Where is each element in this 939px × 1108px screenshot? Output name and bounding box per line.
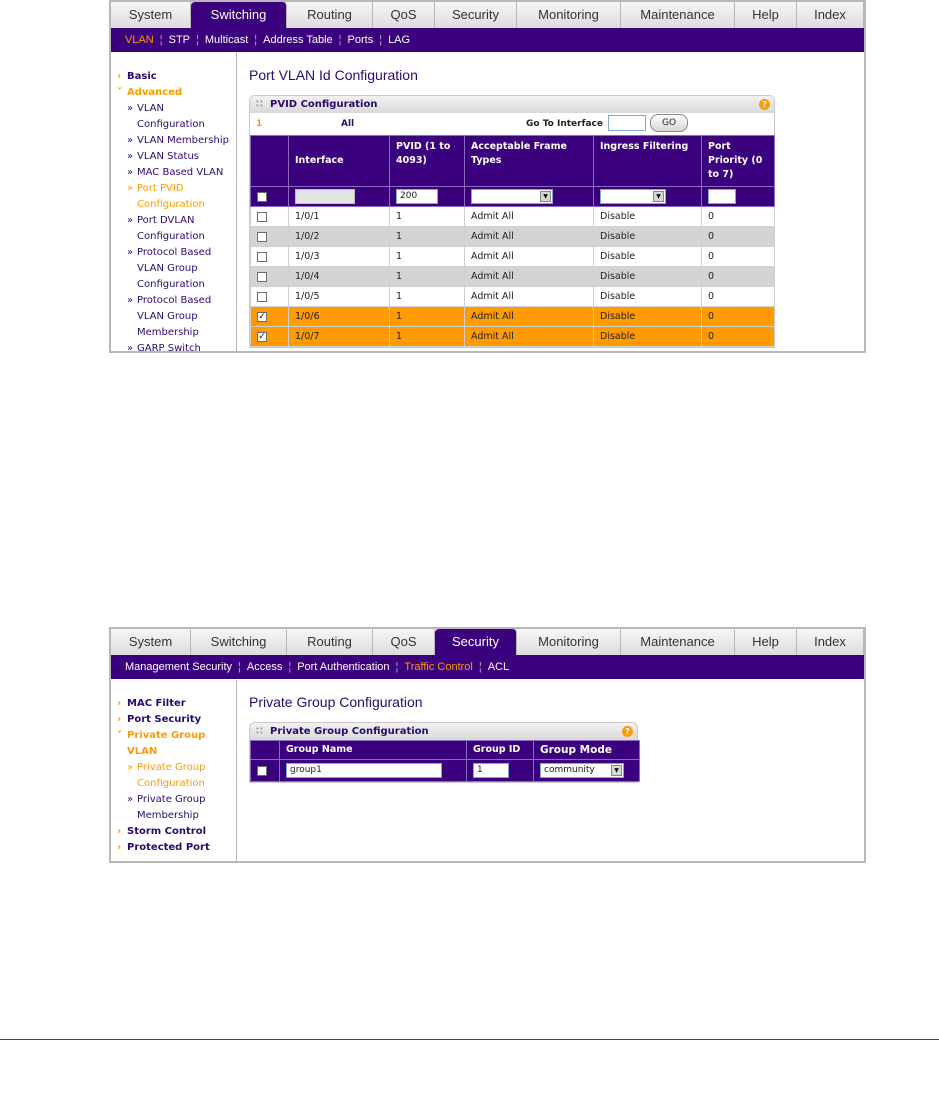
tab-monitoring[interactable]: Monitoring	[517, 629, 621, 655]
tab-switching[interactable]: Switching	[191, 2, 287, 28]
table-row-selected[interactable]	[251, 327, 775, 347]
column-header: Interface	[289, 136, 390, 187]
column-header: PVID (1 to 4093)	[390, 136, 465, 187]
body-area	[111, 53, 864, 351]
port-priority-input[interactable]	[708, 189, 736, 204]
tab-monitoring[interactable]: Monitoring	[517, 2, 621, 28]
sidebar-item-basic[interactable]	[111, 69, 236, 85]
select-column-header	[251, 741, 280, 760]
private-group-panel	[249, 722, 638, 783]
sidebar-label: Configuration	[137, 119, 205, 130]
cell	[251, 327, 289, 347]
cell	[251, 247, 289, 267]
cell: Disable	[594, 267, 702, 287]
column-header: Group Mode	[534, 741, 640, 760]
subnav-traffic-control[interactable]: Traffic Control	[404, 661, 473, 673]
pager	[250, 113, 774, 135]
table-row[interactable]	[251, 207, 775, 227]
tab-help[interactable]: Help	[735, 2, 797, 28]
row-checkbox[interactable]	[257, 272, 267, 282]
input-cell	[251, 760, 280, 782]
sidebar	[111, 53, 237, 351]
subnav-access[interactable]: Access	[246, 661, 283, 673]
sidebar-label: VLAN Group	[137, 311, 198, 322]
cell: Admit All	[465, 227, 594, 247]
tab-help[interactable]: Help	[735, 629, 797, 655]
double-chevron-icon: »	[127, 183, 134, 194]
chevron-right-icon: ›	[117, 714, 122, 725]
double-chevron-icon: »	[127, 215, 134, 226]
sidebar-label: Protocol Based	[137, 295, 212, 306]
row-checkbox[interactable]: ✓	[258, 311, 266, 322]
subnav-management-security[interactable]: Management Security	[125, 661, 232, 673]
select-all-checkbox[interactable]	[257, 766, 267, 776]
ingress-filtering-select[interactable]	[600, 189, 666, 204]
cell: 1/0/7	[289, 327, 390, 347]
tab-system[interactable]: System	[111, 629, 191, 655]
subnav-multicast[interactable]: Multicast	[204, 34, 249, 46]
table-row[interactable]	[251, 227, 775, 247]
sidebar-label: Port Security	[127, 714, 202, 725]
input-cell	[702, 187, 775, 207]
group-id-input[interactable]: 1	[473, 763, 509, 778]
subnav-separator: ¦	[395, 661, 399, 673]
group-mode-select[interactable]	[540, 763, 624, 778]
cell: 1	[390, 307, 465, 327]
tab-security[interactable]: Security	[435, 629, 517, 655]
sidebar-label: MAC Filter	[127, 698, 186, 709]
chevron-down-icon: ˅	[117, 730, 122, 741]
subnav-separator: ¦	[238, 661, 241, 673]
double-chevron-icon: »	[127, 135, 134, 146]
sidebar-label: Configuration	[137, 778, 205, 789]
chevron-right-icon: ›	[117, 698, 122, 709]
input-cell	[465, 187, 594, 207]
tab-qos[interactable]: QoS	[373, 2, 435, 28]
sidebar-item-vlan-membership[interactable]	[111, 133, 236, 149]
table-row-selected[interactable]	[251, 307, 775, 327]
sidebar-item-port-security[interactable]	[111, 712, 236, 728]
cell	[251, 307, 289, 327]
subnav-separator: ¦	[288, 661, 292, 673]
body-area	[111, 680, 864, 861]
cell: 0	[702, 327, 775, 347]
subnav-ports[interactable]: Ports	[347, 34, 374, 46]
sidebar-item-garp-switch[interactable]	[111, 341, 236, 353]
sidebar-label: Advanced	[127, 87, 183, 98]
sidebar-label: Basic	[127, 71, 157, 82]
cell: 1	[390, 287, 465, 307]
chevron-right-icon: ›	[117, 71, 122, 82]
sidebar-label: VLAN Membership	[137, 135, 229, 146]
cell: Admit All	[465, 247, 594, 267]
subnav-separator: ¦	[159, 34, 163, 46]
cell: 1	[390, 207, 465, 227]
tab-maintenance[interactable]: Maintenance	[621, 629, 735, 655]
cell: 1/0/5	[289, 287, 390, 307]
pvid-screenshot	[109, 0, 866, 353]
cell: Admit All	[465, 287, 594, 307]
cell: Disable	[594, 207, 702, 227]
input-row	[251, 760, 640, 782]
cell	[251, 267, 289, 287]
main-tab-bar	[111, 629, 864, 655]
input-cell	[289, 187, 390, 207]
select-column-header	[251, 136, 289, 187]
private-group-table	[250, 740, 640, 782]
cell	[251, 287, 289, 307]
frame-types-select[interactable]	[471, 189, 553, 204]
sub-nav	[111, 28, 864, 52]
column-header: Acceptable Frame Types	[465, 136, 594, 187]
interface-input	[295, 189, 355, 204]
subnav-address-table[interactable]: Address Table	[263, 34, 333, 46]
sidebar-label: Port PVID	[137, 183, 184, 194]
cell: Disable	[594, 247, 702, 267]
subnav-stp[interactable]: STP	[168, 34, 191, 46]
select-all-checkbox[interactable]	[257, 192, 267, 202]
pvid-table	[250, 135, 775, 347]
sidebar-item-port-dvlan-configuration[interactable]	[111, 213, 236, 245]
input-cell	[467, 760, 534, 782]
row-checkbox[interactable]	[257, 232, 267, 242]
sidebar-item-vlan-configuration[interactable]	[111, 101, 236, 133]
pvid-panel	[249, 95, 775, 348]
subnav-acl[interactable]: ACL	[487, 661, 510, 673]
subnav-port-authentication[interactable]: Port Authentication	[297, 661, 390, 673]
main-tab-bar	[111, 2, 864, 28]
sidebar-label: Configuration	[137, 279, 205, 290]
tab-maintenance[interactable]: Maintenance	[621, 2, 735, 28]
sidebar-item-protocol-vlan-group-membership[interactable]	[111, 293, 236, 341]
subnav-separator: ¦	[379, 34, 383, 46]
panel-title: Private Group Configuration	[270, 726, 429, 737]
dropdown-arrow-icon: ▼	[611, 765, 622, 776]
table-row[interactable]	[251, 287, 775, 307]
sidebar-item-private-group-vlan-line2[interactable]	[111, 744, 236, 760]
cell: 1/0/2	[289, 227, 390, 247]
group-name-input[interactable]: group1	[286, 763, 442, 778]
main-content	[238, 680, 864, 861]
column-header: Ingress Filtering	[594, 136, 702, 187]
panel-header	[250, 96, 774, 113]
sidebar-item-storm-control[interactable]	[111, 824, 236, 840]
chevron-right-icon: ›	[117, 826, 122, 837]
sidebar-item-mac-filter[interactable]	[111, 696, 236, 712]
cell: 1	[390, 227, 465, 247]
grip-icon: ∷	[256, 726, 263, 737]
tab-routing[interactable]: Routing	[287, 2, 373, 28]
sidebar-item-port-pvid-configuration[interactable]	[111, 181, 236, 213]
go-button[interactable]: GO	[650, 114, 688, 132]
double-chevron-icon: »	[127, 151, 134, 162]
help-icon[interactable]: ?	[622, 726, 633, 737]
column-header: Port Priority (0 to 7)	[702, 136, 775, 187]
sidebar-item-protocol-vlan-group-configuration[interactable]	[111, 245, 236, 293]
cell	[251, 207, 289, 227]
main-content	[238, 53, 864, 351]
input-row	[251, 187, 775, 207]
input-cell	[594, 187, 702, 207]
sidebar-label: Membership	[137, 327, 199, 338]
group-mode-value: community	[544, 765, 595, 775]
cell: Admit All	[465, 207, 594, 227]
subnav-lag[interactable]: LAG	[388, 34, 411, 46]
table-row[interactable]	[251, 267, 775, 287]
sidebar-item-private-group-membership[interactable]	[111, 792, 236, 824]
sidebar-label: Configuration	[137, 231, 205, 242]
tab-index[interactable]: Index	[797, 629, 864, 655]
subnav-vlan[interactable]: VLAN	[125, 34, 154, 46]
chevron-right-icon: ›	[117, 842, 122, 853]
tab-routing[interactable]: Routing	[287, 629, 373, 655]
goto-interface-input[interactable]	[608, 115, 646, 131]
sidebar-item-vlan-status[interactable]	[111, 149, 236, 165]
sidebar	[111, 680, 237, 861]
cell: 0	[702, 287, 775, 307]
cell: Disable	[594, 327, 702, 347]
row-checkbox[interactable]: ✓	[258, 331, 266, 342]
panel-title: PVID Configuration	[270, 99, 378, 110]
cell: Disable	[594, 287, 702, 307]
help-icon[interactable]: ?	[759, 99, 770, 110]
sidebar-label: Private Group	[127, 730, 206, 741]
double-chevron-icon: »	[127, 794, 134, 805]
page-title: Port VLAN Id Configuration	[249, 67, 418, 83]
row-checkbox[interactable]	[257, 292, 267, 302]
sidebar-label: Membership	[137, 810, 199, 821]
sidebar-item-advanced[interactable]	[111, 85, 236, 101]
cell: 1/0/4	[289, 267, 390, 287]
cell: 0	[702, 227, 775, 247]
double-chevron-icon: »	[127, 295, 134, 306]
sidebar-label: Configuration	[137, 199, 205, 210]
cell: 0	[702, 247, 775, 267]
cell: 0	[702, 207, 775, 227]
input-cell	[390, 187, 465, 207]
subnav-separator: ¦	[254, 34, 258, 46]
sidebar-label: VLAN Status	[137, 151, 200, 162]
input-cell	[251, 187, 289, 207]
cell: 1/0/1	[289, 207, 390, 227]
double-chevron-icon: »	[127, 167, 134, 178]
input-cell	[280, 760, 467, 782]
table-header-row	[251, 741, 640, 760]
dropdown-arrow-icon: ▼	[653, 191, 664, 202]
tab-system[interactable]: System	[111, 2, 191, 28]
cell: 1	[390, 327, 465, 347]
sidebar-label: Private Group	[137, 794, 206, 805]
tab-security[interactable]: Security	[435, 2, 517, 28]
sidebar-label: VLAN Group	[137, 263, 198, 274]
cell: Disable	[594, 307, 702, 327]
chevron-down-icon: ˅	[117, 87, 122, 98]
double-chevron-icon: »	[127, 343, 134, 353]
sidebar-label: VLAN	[127, 746, 158, 757]
page-title: Private Group Configuration	[249, 694, 423, 710]
cell: Admit All	[465, 267, 594, 287]
sidebar-label: VLAN	[137, 103, 164, 114]
sidebar-label: Protocol Based	[137, 247, 212, 258]
footer-divider	[0, 1039, 939, 1040]
tab-switching[interactable]: Switching	[191, 629, 287, 655]
all-link[interactable]: All	[341, 119, 355, 129]
subnav-separator: ¦	[338, 34, 342, 46]
cell	[251, 227, 289, 247]
sidebar-label: Port DVLAN	[137, 215, 195, 226]
double-chevron-icon: »	[127, 762, 134, 773]
sidebar-item-private-group-vlan[interactable]	[111, 728, 236, 744]
grip-icon: ∷	[256, 99, 263, 110]
double-chevron-icon: »	[127, 103, 134, 114]
tab-qos[interactable]: QoS	[373, 629, 435, 655]
table-header-row	[251, 136, 775, 187]
cell: Admit All	[465, 327, 594, 347]
tab-index[interactable]: Index	[797, 2, 864, 28]
sidebar-label: Private Group	[137, 762, 206, 773]
input-cell	[534, 760, 640, 782]
double-chevron-icon: »	[127, 247, 134, 258]
sidebar-item-mac-based-vlan[interactable]	[111, 165, 236, 181]
row-checkbox[interactable]	[257, 212, 267, 222]
cell: Admit All	[465, 307, 594, 327]
goto-interface-label: Go To Interface	[526, 119, 603, 129]
panel-header	[250, 723, 637, 740]
dropdown-arrow-icon: ▼	[540, 191, 551, 202]
table-row[interactable]	[251, 247, 775, 267]
private-group-screenshot	[109, 627, 866, 863]
sidebar-item-private-group-configuration[interactable]	[111, 760, 236, 792]
sidebar-item-protected-port[interactable]	[111, 840, 236, 856]
cell: 0	[702, 267, 775, 287]
sidebar-label: Protected Port	[127, 842, 210, 853]
page-link[interactable]: 1	[256, 119, 263, 129]
subnav-separator: ¦	[196, 34, 199, 46]
cell: 0	[702, 307, 775, 327]
cell: 1	[390, 247, 465, 267]
sub-nav	[111, 655, 864, 679]
subnav-separator: ¦	[478, 661, 482, 673]
column-header: Group ID	[467, 741, 534, 760]
column-header: Group Name	[280, 741, 467, 760]
cell: 1/0/6	[289, 307, 390, 327]
row-checkbox[interactable]	[257, 252, 267, 262]
cell: 1/0/3	[289, 247, 390, 267]
sidebar-label: GARP Switch	[137, 343, 201, 353]
cell: 1	[390, 267, 465, 287]
sidebar-label: MAC Based VLAN	[137, 167, 224, 178]
sidebar-label: Storm Control	[127, 826, 207, 837]
pvid-input[interactable]: 200	[396, 189, 438, 204]
cell: Disable	[594, 227, 702, 247]
